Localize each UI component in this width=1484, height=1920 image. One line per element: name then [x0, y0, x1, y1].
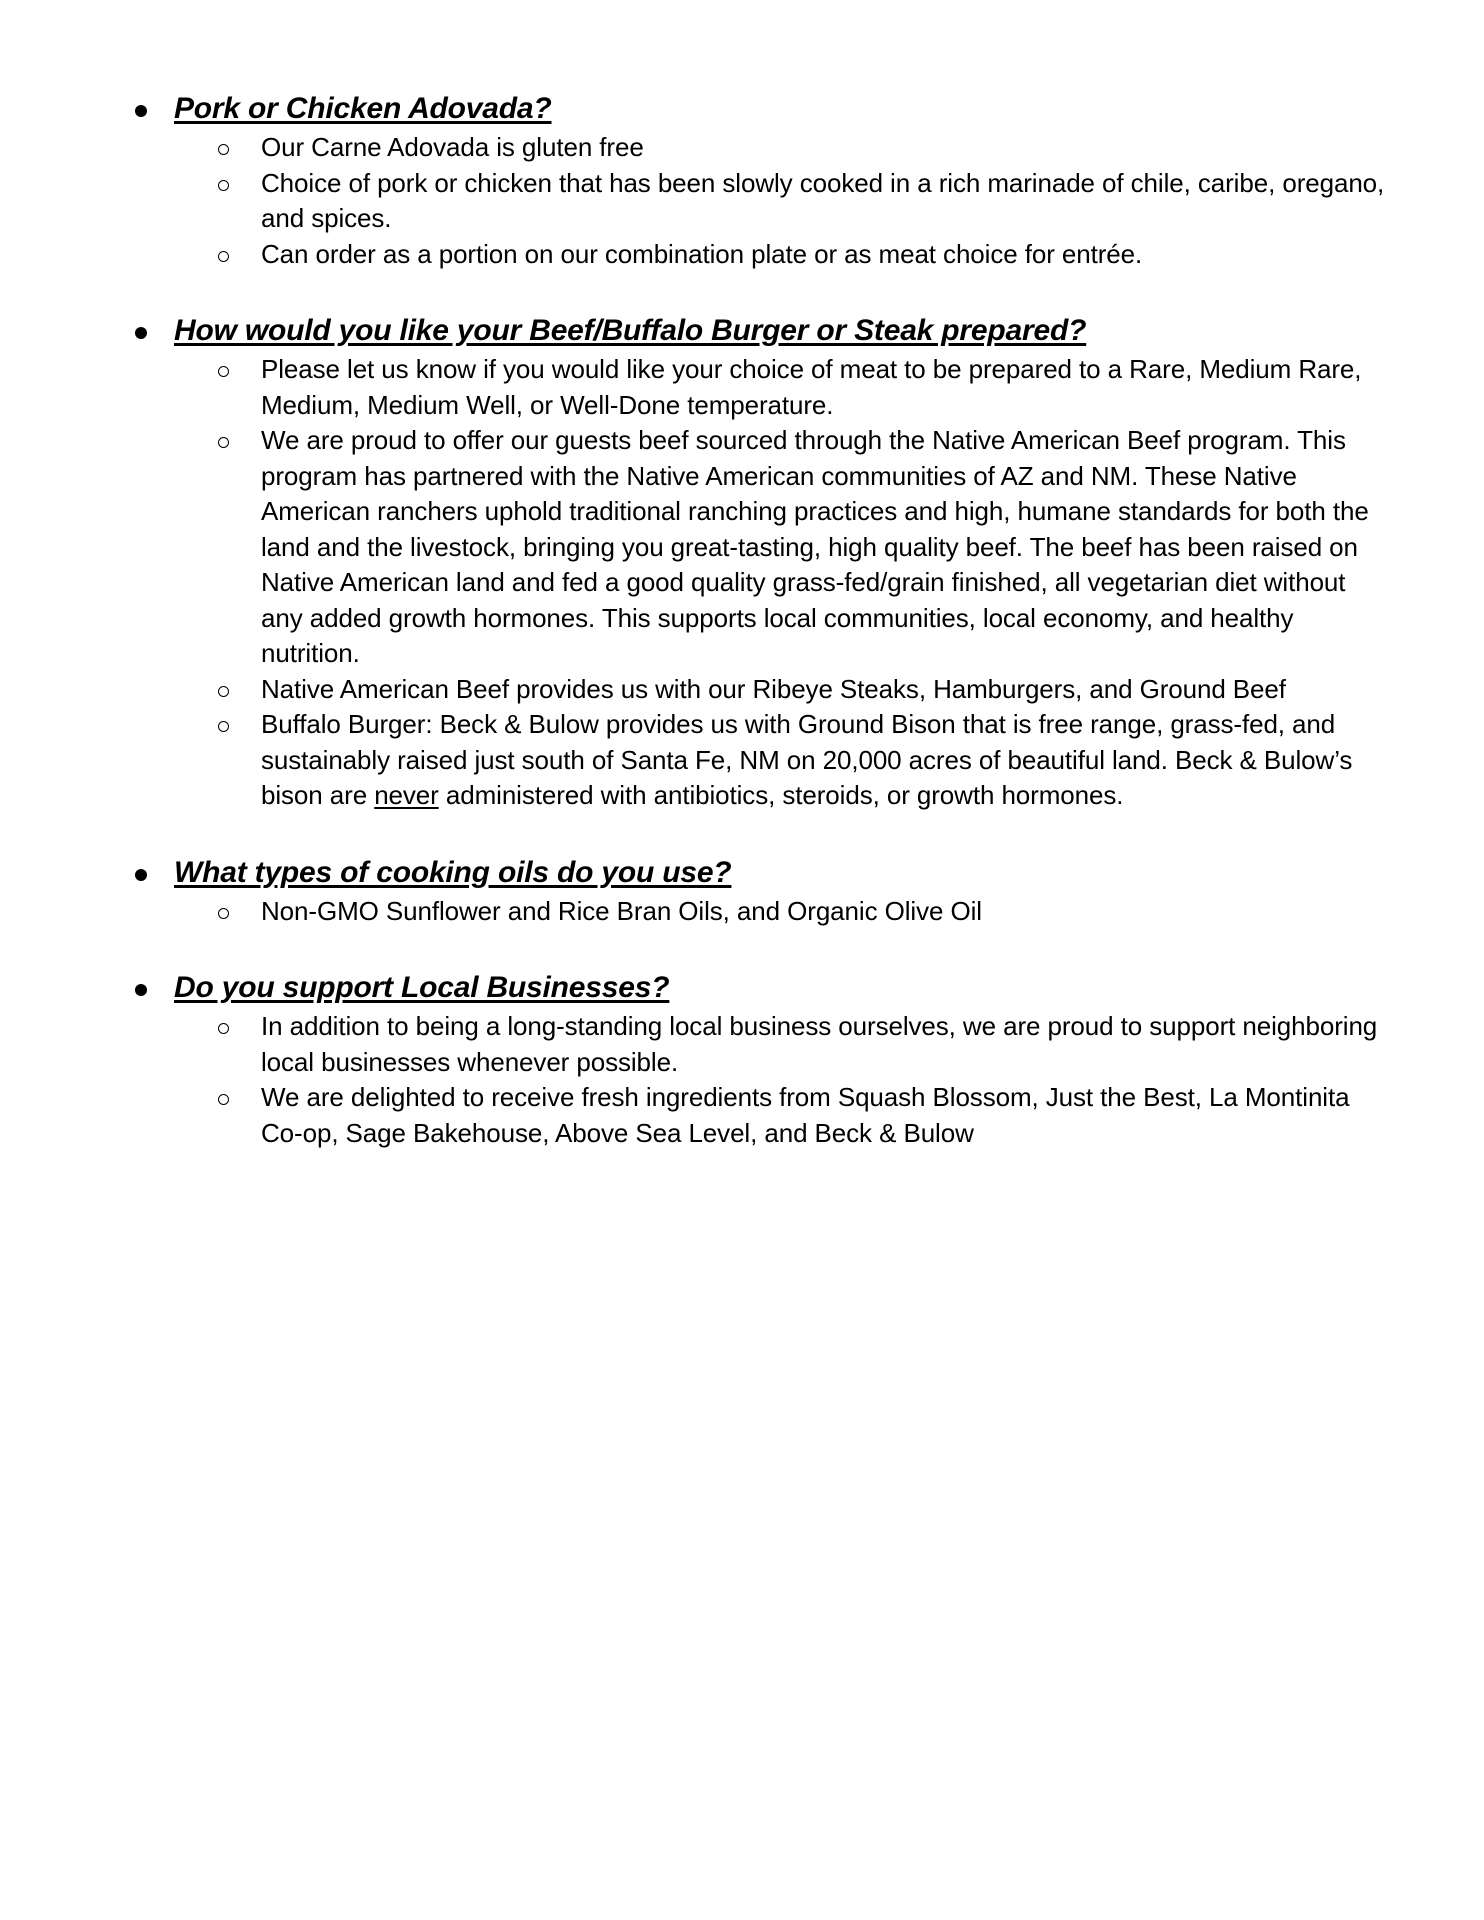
answer-text: Buffalo Burger: Beck & Bulow provides us with Ground Bison that is free range, grass-fed, and sustainably raised just south of Santa Fe, NM on 20,000 acres of beautiful land. Beck & Bulow’s bison are	[261, 709, 1353, 810]
answer-text: Please let us know if you would like your choice of meat to be prepared to a Rare, Medium Rare, Medium, Medium Well, or Well-Done temperature.	[261, 354, 1362, 420]
answer-item	[0, 166, 1484, 237]
bullet-icon	[135, 105, 147, 117]
answer-item	[0, 894, 1484, 930]
bullet-icon	[135, 869, 147, 881]
circle-bullet-icon	[218, 366, 229, 377]
circle-bullet-icon	[218, 437, 229, 448]
answer-item	[0, 672, 1484, 708]
answer-item-bison	[0, 707, 1484, 814]
answer-text: Native American Beef provides us with our Ribeye Steaks, Hamburgers, and Ground Beef	[261, 673, 1286, 704]
answer-text: Our Carne Adovada is gluten free	[261, 132, 644, 162]
answer-text: Choice of pork or chicken that has been slowly cooked in a rich marinade of chile, caribe, oregano, and spices.	[261, 167, 1385, 233]
circle-bullet-icon	[218, 180, 229, 191]
answer-text: We are proud to offer our guests beef sourced through the Native American Beef program. This program has partnered with the Native American communities of AZ and NM. These Native American ranchers uphold traditional ranching practices and high, humane standards for both the land and the livestock, bringing you great-tasting, high quality beef. The beef has been raised on Native American land and fed a good quality grass-fed/grain finished, all vegetarian diet without any added growth hormones. This supports local communities, local economy, and healthy nutrition.	[261, 425, 1369, 668]
answer-item	[0, 423, 1484, 672]
answer-item	[0, 237, 1484, 273]
question-row	[0, 310, 1484, 352]
bullet-icon	[135, 327, 147, 339]
faq-section-adovada	[0, 88, 1484, 272]
question-row	[0, 88, 1484, 130]
question-row	[0, 967, 1484, 1009]
answer-text: Non-GMO Sunflower and Rice Bran Oils, and Organic Olive Oil	[261, 895, 982, 926]
circle-bullet-icon	[218, 1023, 229, 1034]
circle-bullet-icon	[218, 1094, 229, 1105]
faq-section-beef	[0, 310, 1484, 814]
circle-bullet-icon	[218, 686, 229, 697]
answer-text: Can order as a portion on our combination plate or as meat choice for entrée.	[261, 238, 1143, 269]
answer-text: We are delighted to receive fresh ingredients from Squash Blossom, Just the Best, La Montinita Co-op, Sage Bakehouse, Above Sea Level, and Beck & Bulow	[261, 1082, 1350, 1148]
circle-bullet-icon	[218, 251, 229, 262]
question-heading: What types of cooking oils do you use?	[174, 855, 732, 889]
answer-list	[0, 130, 1484, 272]
answer-item	[0, 1080, 1484, 1151]
circle-bullet-icon	[218, 908, 229, 919]
faq-section-local	[0, 967, 1484, 1151]
question-heading: Do you support Local Businesses?	[174, 971, 670, 1004]
question-heading: How would you like your Beef/Buffalo Burger or Steak prepared?	[174, 314, 1087, 347]
answer-list	[0, 1009, 1484, 1151]
answer-item	[0, 1009, 1484, 1080]
bullet-icon	[135, 984, 147, 996]
question-row	[0, 852, 1484, 894]
answer-item	[0, 352, 1484, 423]
faq-section-oils	[0, 852, 1484, 930]
answer-text: In addition to being a long-standing local business ourselves, we are proud to support neighboring local businesses whenever possible.	[261, 1011, 1378, 1077]
question-heading: Pork or Chicken Adovada?	[174, 92, 552, 125]
answer-list	[0, 352, 1484, 814]
answer-list	[0, 894, 1484, 930]
answer-item	[0, 130, 1484, 166]
emphasis-never: never	[374, 780, 439, 810]
circle-bullet-icon	[218, 144, 229, 155]
answer-text: administered with antibiotics, steroids, or growth hormones.	[438, 780, 1124, 810]
circle-bullet-icon	[218, 721, 229, 732]
